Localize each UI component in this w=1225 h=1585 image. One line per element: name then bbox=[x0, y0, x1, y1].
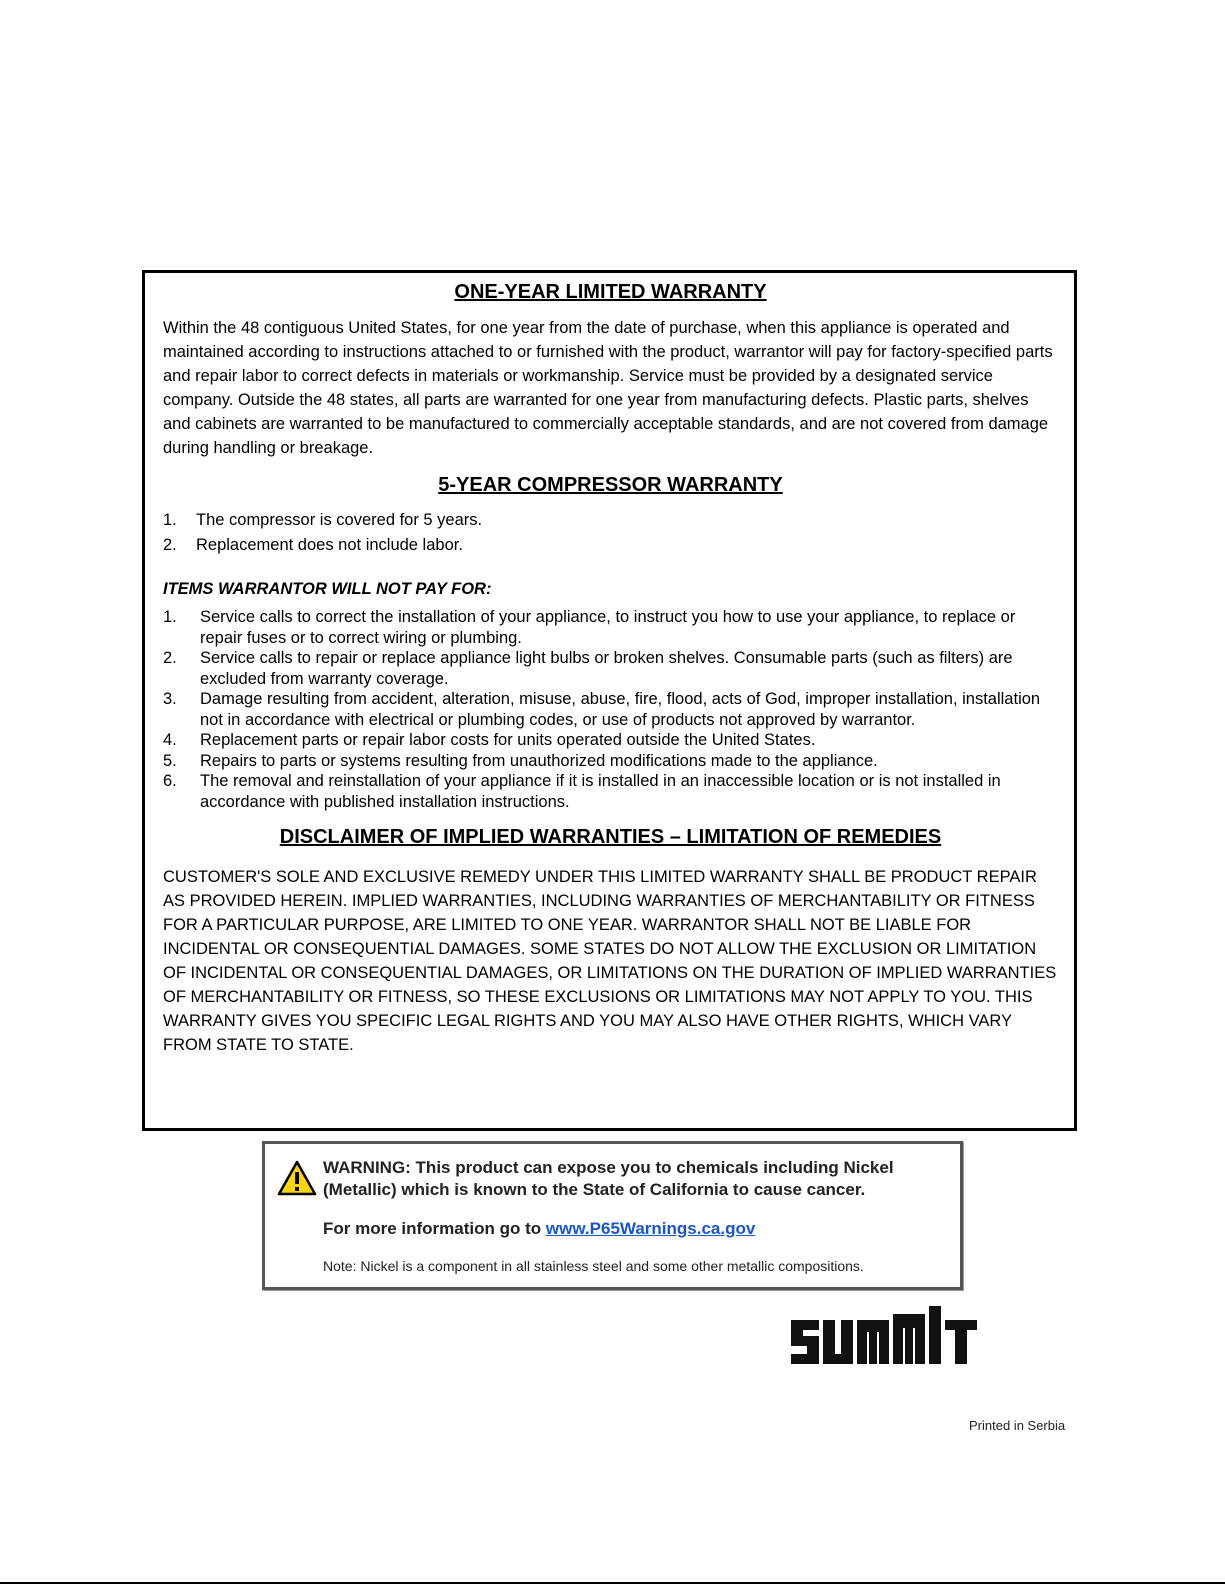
item-text: Replacement parts or repair labor costs for units operated outside the United States. bbox=[200, 731, 816, 749]
item-number: 2. bbox=[163, 535, 177, 554]
warranty-box bbox=[142, 270, 1077, 1131]
warranty-title: ONE-YEAR LIMITED WARRANTY bbox=[454, 281, 767, 303]
list-item bbox=[163, 607, 1058, 648]
p65-link[interactable]: www.P65Warnings.ca.gov bbox=[545, 1219, 756, 1238]
list-item bbox=[163, 689, 1058, 730]
disclaimer-text: CUSTOMER'S SOLE AND EXCLUSIVE REMEDY UNDER THIS LIMITED WARRANTY SHALL BE PRODUCT REPAIR AS PROVIDED HEREIN. IMPLIED WARRANTIES, INCLUDING WARRANTIES OF MERCHANTABILITY OR FITNESS FOR A PARTICULAR PURPOSE, ARE LIMITED TO ONE YEAR. WARRANTOR SHALL NOT BE LIABLE FOR INCIDENTAL OR CONSEQUENTIAL DAMAGES. SOME STATES DO NOT ALLOW THE EXCLUSION OR LIMITATION OF INCIDENTAL OR CONSEQUENTIAL DAMAGES, OR LIMITATIONS ON THE DURATION OF IMPLIED WARRANTIES OF MERCHANTABILITY OR FITNESS, SO THESE EXCLUSIONS OR LIMITATIONS MAY NOT APPLY TO YOU. THIS WARRANTY GIVES YOU SPECIFIC LEGAL RIGHTS AND YOU MAY ALSO HAVE OTHER RIGHTS, WHICH VARY FROM STATE TO STATE. bbox=[163, 868, 1057, 1054]
item-text: The removal and reinstallation of your appliance if it is installed in an inaccessible location or is not installed in accordance with published installation instructions. bbox=[200, 772, 1001, 811]
item-number: 5. bbox=[163, 751, 177, 770]
item-number: 1. bbox=[163, 608, 177, 626]
page-bottom-rule bbox=[0, 1582, 1225, 1584]
list-item bbox=[163, 771, 1058, 812]
warning-triangle-icon bbox=[277, 1160, 317, 1196]
list-item bbox=[163, 508, 1058, 533]
compressor-title: 5-YEAR COMPRESSOR WARRANTY bbox=[438, 474, 783, 496]
list-item bbox=[163, 751, 1058, 772]
p65-note: Note: Nickel is a component in all stainless steel and some other metallic compositions. bbox=[323, 1258, 864, 1274]
item-text: Replacement does not include labor. bbox=[196, 535, 463, 554]
list-item bbox=[163, 730, 1058, 751]
list-item bbox=[163, 648, 1058, 689]
item-number: 1. bbox=[163, 511, 177, 529]
exclusions-list bbox=[163, 607, 1058, 812]
compressor-list bbox=[163, 508, 1058, 557]
p65-more-info bbox=[323, 1219, 755, 1239]
warranty-intro: Within the 48 contiguous United States, for one year from the date of purchase, when this appliance is operated and maintained according to instructions attached to or furnished with the product, warrantor will pay for factory-specified parts and repair labor to correct defects in materials or workmanship. Service must be provided by a designated service company. Outside the 48 states, all parts are warranted for one year from manufacturing defects. Plastic parts, shelves and cabinets are warranted to be manufactured to commercially acceptable standards, and are not covered from damage during handling or breakage. bbox=[163, 319, 1053, 457]
list-item bbox=[163, 533, 1058, 558]
item-text: Service calls to repair or replace appliance light bulbs or broken shelves. Consumable parts (such as filters) are excluded from warranty coverage. bbox=[200, 649, 1013, 688]
p65-more-prefix: For more information go to bbox=[323, 1219, 546, 1238]
item-number: 2. bbox=[163, 649, 177, 667]
summit-logo bbox=[789, 1306, 979, 1370]
item-text: Repairs to parts or systems resulting from unauthorized modifications made to the appliance. bbox=[200, 751, 878, 770]
exclusions-title: ITEMS WARRANTOR WILL NOT PAY FOR: bbox=[163, 580, 492, 598]
item-number: 3. bbox=[163, 690, 177, 708]
item-number: 4. bbox=[163, 731, 177, 749]
item-text: Service calls to correct the installation of your appliance, to instruct you how to use your appliance, to replace or repair fuses or to correct wiring or plumbing. bbox=[200, 608, 1016, 647]
p65-warning-box bbox=[262, 1141, 963, 1290]
item-text: Damage resulting from accident, alteration, misuse, abuse, fire, flood, acts of God, improper installation, installation not in accordance with electrical or plumbing codes, or use of products not approved by warrantor. bbox=[200, 690, 1041, 729]
p65-warning-text: WARNING: This product can expose you to chemicals including Nickel (Metallic) which is known to the State of California to cause cancer. bbox=[323, 1158, 894, 1199]
item-text: The compressor is covered for 5 years. bbox=[196, 511, 483, 529]
disclaimer-title: DISCLAIMER OF IMPLIED WARRANTIES – LIMITATION OF REMEDIES bbox=[279, 826, 942, 848]
printed-in-note: Printed in Serbia bbox=[969, 1418, 1066, 1433]
item-number: 6. bbox=[163, 772, 177, 790]
